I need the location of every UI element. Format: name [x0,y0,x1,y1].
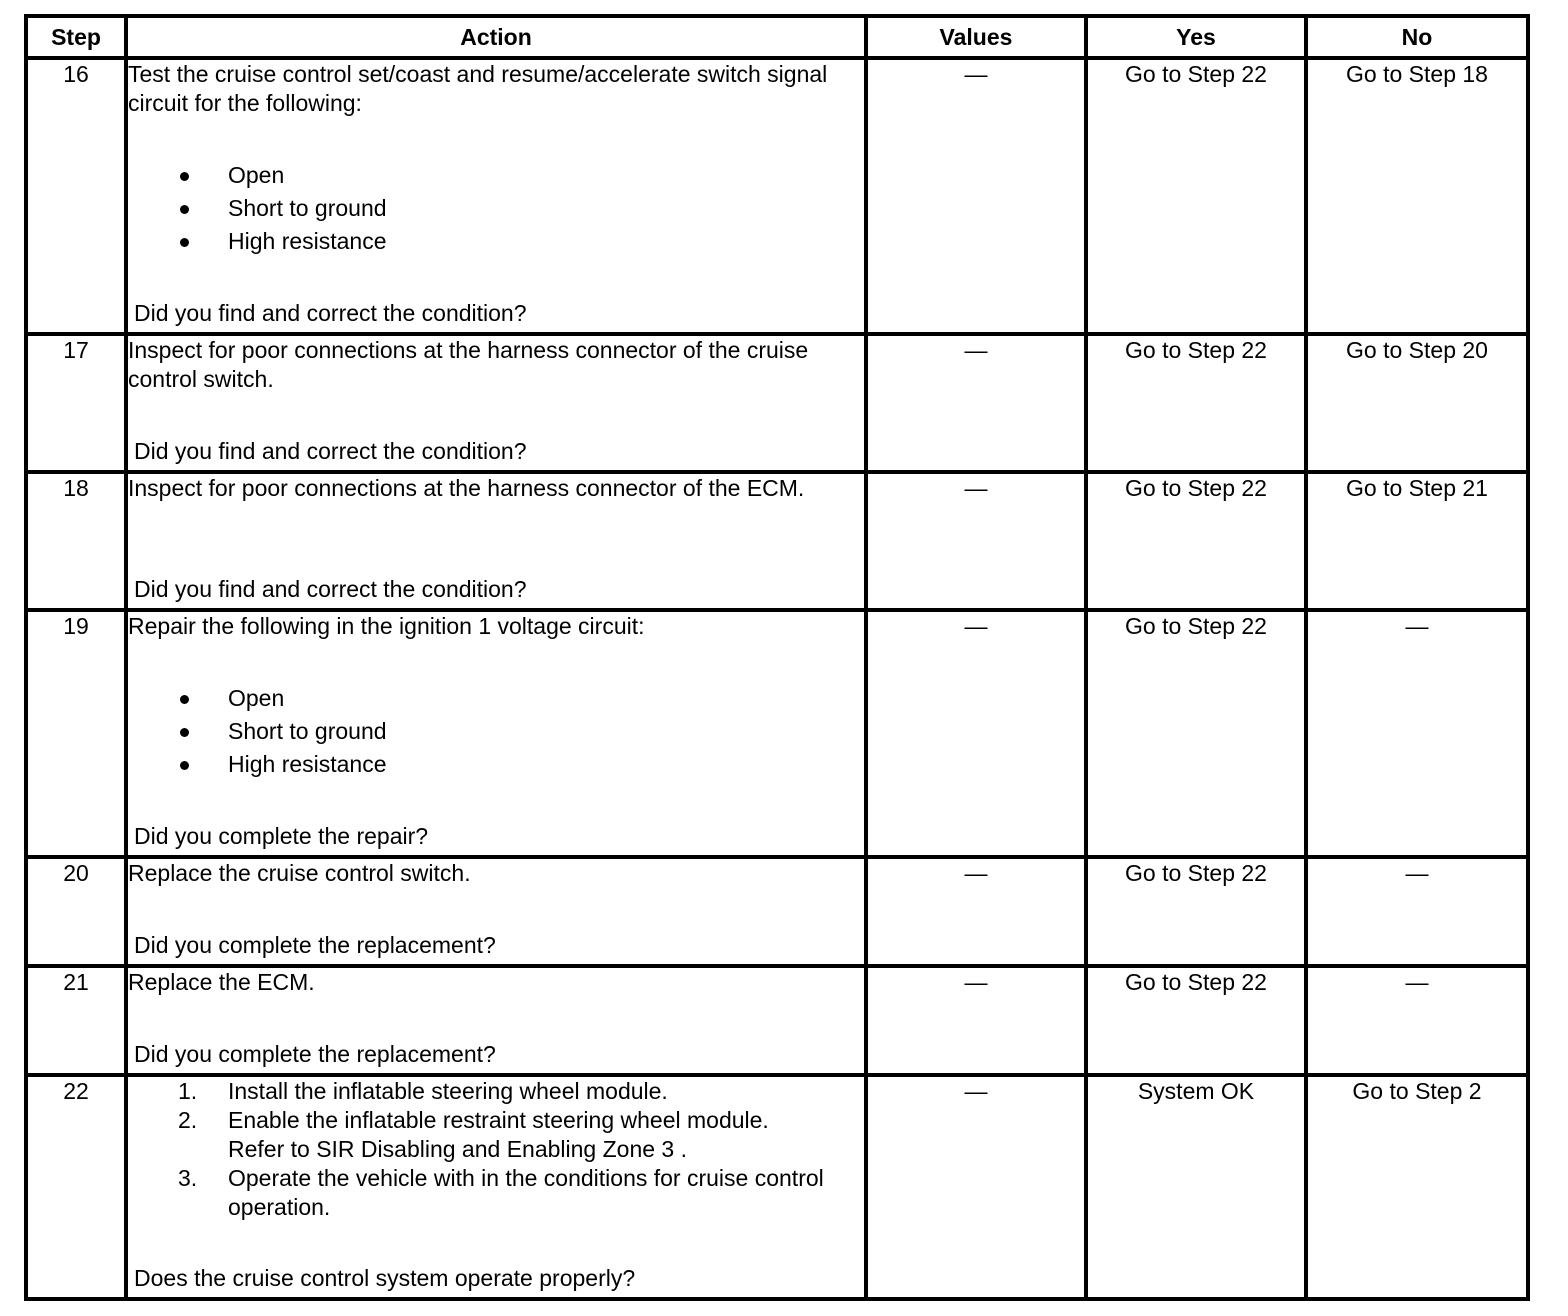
table-row [26,334,1528,472]
yes-cell: Go to Step 22 [1086,334,1306,472]
bullet-list [128,159,864,258]
values-cell: — [866,58,1086,334]
header-no: No [1306,16,1528,58]
list-item: Short to ground [128,192,864,225]
action-cell [126,1075,866,1299]
action-text: Inspect for poor connections at the harness connector of the ECM. [128,475,805,501]
values-cell: — [866,1075,1086,1299]
yes-cell: Go to Step 22 [1086,472,1306,610]
list-text: Enable the inflatable restraint steering wheel module. Refer to SIR Disabling and Enabling Zone 3 . [228,1107,769,1162]
list-item [128,1106,828,1164]
step-number: 18 [26,472,126,610]
yes-cell: System OK [1086,1075,1306,1299]
numbered-list [128,1077,864,1222]
action-cell [126,472,866,610]
header-values: Values [866,16,1086,58]
list-item: High resistance [128,225,864,258]
action-prompt: Did you find and correct the condition? [134,300,527,326]
action-text: Repair the following in the ignition 1 voltage circuit: [128,613,645,639]
header-step: Step [26,16,126,58]
list-item [128,1077,864,1106]
yes-cell: Go to Step 22 [1086,857,1306,966]
action-prompt: Did you find and correct the condition? [134,438,527,464]
yes-cell: Go to Step 22 [1086,58,1306,334]
no-cell: Go to Step 21 [1306,472,1528,610]
yes-cell: Go to Step 22 [1086,966,1306,1075]
header-yes: Yes [1086,16,1306,58]
table-row [26,966,1528,1075]
action-prompt: Did you complete the replacement? [134,932,496,958]
step-number: 19 [26,610,126,857]
list-item: Short to ground [128,715,864,748]
table-row [26,472,1528,610]
no-cell: Go to Step 18 [1306,58,1528,334]
table-row [26,58,1528,334]
action-cell [126,334,866,472]
step-number: 17 [26,334,126,472]
action-prompt: Did you complete the repair? [134,823,429,849]
header-row [26,16,1528,58]
action-text: Inspect for poor connections at the harness connector of the cruise control switch. [128,337,809,392]
step-number: 22 [26,1075,126,1299]
action-text: Replace the cruise control switch. [128,860,471,886]
values-cell: — [866,610,1086,857]
diagnostic-table [24,14,1530,1301]
action-cell [126,58,866,334]
list-item: Open [128,159,864,192]
table-row [26,857,1528,966]
action-cell [126,966,866,1075]
no-cell: Go to Step 2 [1306,1075,1528,1299]
step-number: 20 [26,857,126,966]
list-item: Open [128,682,864,715]
action-cell [126,857,866,966]
action-prompt: Did you find and correct the condition? [134,576,527,602]
values-cell: — [866,966,1086,1075]
values-cell: — [866,472,1086,610]
values-cell: — [866,857,1086,966]
action-prompt: Does the cruise control system operate properly? [134,1265,636,1291]
no-cell: — [1306,610,1528,857]
list-number: 3. [178,1165,198,1191]
yes-cell: Go to Step 22 [1086,610,1306,857]
list-item [128,1164,828,1222]
action-text: Replace the ECM. [128,969,315,995]
table-row [26,610,1528,857]
list-number: 2. [178,1107,198,1133]
action-text: Test the cruise control set/coast and resume/accelerate switch signal circuit for the following: [128,61,828,116]
list-item: High resistance [128,748,864,781]
no-cell: Go to Step 20 [1306,334,1528,472]
no-cell: — [1306,857,1528,966]
header-action: Action [126,16,866,58]
action-cell [126,610,866,857]
values-cell: — [866,334,1086,472]
step-number: 16 [26,58,126,334]
list-text: Install the inflatable steering wheel module. [228,1078,668,1104]
step-number: 21 [26,966,126,1075]
table-row [26,1075,1528,1299]
bullet-list [128,682,864,781]
no-cell: — [1306,966,1528,1075]
list-text: Operate the vehicle with in the conditions for cruise control operation. [228,1165,824,1220]
list-number: 1. [178,1078,198,1104]
action-prompt: Did you complete the replacement? [134,1041,496,1067]
